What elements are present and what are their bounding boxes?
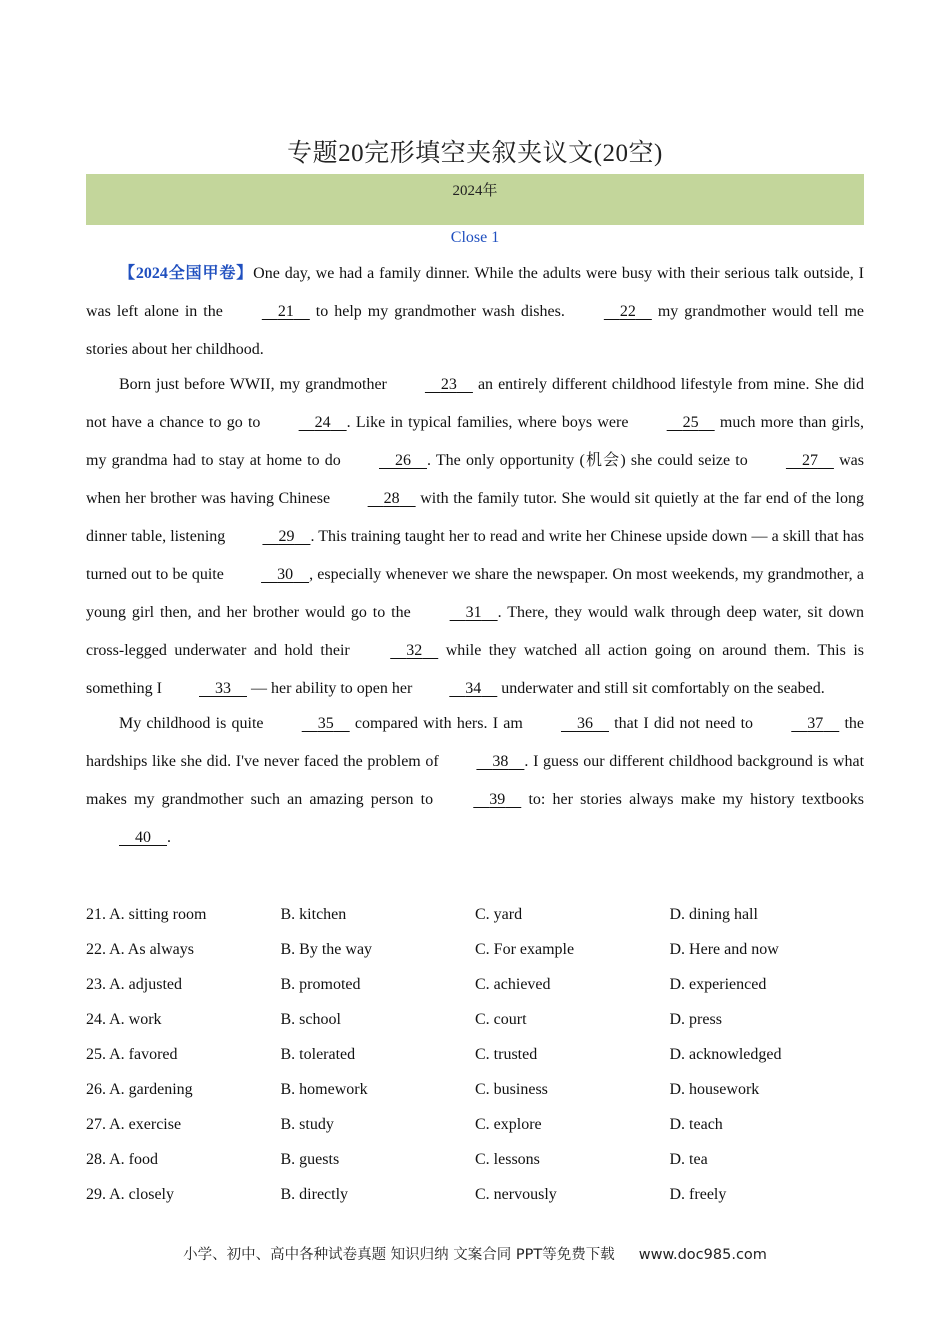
blank-number: 32 — [406, 642, 423, 659]
blank-37[interactable] — [758, 705, 839, 743]
blank-number: 40 — [135, 829, 151, 846]
text: an entirely different childhood lifestyle from mine. She did not have a chance to go to — [86, 376, 865, 431]
option-b[interactable]: B. kitchen — [280, 905, 347, 923]
option-a[interactable]: 23. A. adjusted — [86, 975, 182, 993]
option-row — [86, 1142, 864, 1177]
option-a[interactable]: 22. A. As always — [86, 940, 194, 958]
answer-options — [86, 897, 864, 1212]
blank-number: 29 — [278, 528, 295, 545]
blank-26[interactable] — [346, 442, 427, 480]
cloze-passage — [86, 255, 864, 857]
option-c[interactable]: C. nervously — [475, 1185, 557, 1203]
option-row — [86, 1107, 864, 1142]
cloze-section-label: Close 1 — [450, 229, 500, 246]
option-c[interactable]: C. yard — [475, 905, 523, 923]
option-c[interactable]: C. For example — [475, 940, 575, 958]
option-a[interactable]: 24. A. work — [86, 1010, 162, 1028]
blank-number: 30 — [277, 566, 294, 583]
option-a[interactable]: 25. A. favored — [86, 1045, 178, 1063]
blank-22[interactable] — [571, 293, 652, 331]
option-row — [86, 967, 864, 1002]
option-b[interactable]: B. homework — [280, 1080, 368, 1098]
blank-number: 37 — [807, 715, 824, 732]
blank-number: 23 — [440, 376, 457, 393]
option-row — [86, 1037, 864, 1072]
blank-number: 27 — [801, 452, 818, 469]
option-row — [86, 1072, 864, 1107]
text: while they watched all action going on around them. This is something I — [86, 642, 864, 697]
text: much more than girls, my grandma had to stay at home to do — [86, 414, 864, 469]
text: . There, they would walk through deep water, sit down cross-legged underwater and hold their — [86, 604, 865, 659]
option-d[interactable]: D. press — [669, 1010, 722, 1028]
option-row — [86, 897, 864, 932]
option-b[interactable]: B. school — [280, 1010, 341, 1028]
blank-28[interactable] — [335, 480, 416, 518]
blank-number: 39 — [489, 791, 506, 808]
footer-link[interactable]: www.doc985.com — [638, 1247, 767, 1263]
option-a[interactable]: 21. A. sitting room — [86, 905, 207, 923]
text: my grandmother would tell me stories about her childhood. — [86, 303, 864, 358]
footer-text: 小学、初中、高中各种试卷真题 知识归纳 文案合同 PPT等免费下载 — [183, 1247, 615, 1263]
option-b[interactable]: B. By the way — [280, 940, 373, 958]
text: . I guess our different childhood background is what makes my grandmother such an amazing person to — [86, 753, 865, 808]
blank-number: 35 — [317, 715, 334, 732]
blank-21[interactable] — [229, 293, 310, 331]
blank-number: 26 — [395, 452, 411, 469]
blank-number: 38 — [492, 753, 509, 770]
blank-24[interactable] — [266, 404, 347, 442]
blank-33[interactable] — [166, 670, 247, 708]
option-c[interactable]: C. explore — [475, 1115, 542, 1133]
blank-30[interactable] — [228, 556, 309, 594]
blank-34[interactable] — [416, 670, 497, 708]
option-row — [86, 1002, 864, 1037]
text: , especially whenever we share the newspaper. On most weekends, my grandmother, a young girl then, and her brother would go to the — [86, 566, 865, 621]
option-row — [86, 932, 864, 967]
text: the hardships like she did. I've never faced the problem of — [86, 715, 865, 770]
text: . — [167, 829, 171, 846]
blank-36[interactable] — [528, 705, 609, 743]
year-band — [86, 174, 864, 225]
blank-38[interactable] — [443, 743, 524, 781]
text: that I did not need to — [608, 715, 759, 732]
blank-number: 22 — [619, 303, 636, 320]
blank-23[interactable] — [392, 366, 473, 404]
blank-number: 21 — [277, 303, 294, 320]
text: Born just before WWII, my grandmother — [119, 376, 392, 393]
paragraph-3 — [86, 705, 864, 857]
text: compared with hers. I am — [349, 715, 528, 732]
option-c[interactable]: C. court — [475, 1010, 527, 1028]
option-b[interactable]: B. guests — [280, 1150, 340, 1168]
text: My childhood is quite — [119, 715, 269, 732]
text: . Like in typical families, where boys were — [346, 414, 634, 431]
text: to help my grandmother wash dishes. — [309, 303, 571, 320]
paragraph-2 — [86, 366, 864, 708]
blank-number: 36 — [576, 715, 593, 732]
paragraph-1 — [86, 255, 864, 369]
blank-number: 28 — [383, 490, 400, 507]
text: . The only opportunity (机会) she could seize to — [427, 452, 753, 469]
blank-25[interactable] — [634, 404, 715, 442]
option-b[interactable]: B. promoted — [280, 975, 361, 993]
page-title: 专题20完形填空夹叙夹议文(20空) — [287, 140, 663, 167]
option-c[interactable]: C. business — [475, 1080, 548, 1098]
option-d[interactable]: D. experienced — [669, 975, 767, 993]
option-row — [86, 1177, 864, 1212]
option-a[interactable]: 28. A. food — [86, 1150, 158, 1168]
option-d[interactable]: D. teach — [669, 1115, 723, 1133]
text: . This training taught her to read and write her Chinese upside down — a skill that has turned out to be quite — [86, 528, 865, 583]
option-d[interactable]: D. tea — [669, 1150, 708, 1168]
blank-39[interactable] — [440, 781, 521, 819]
option-b[interactable]: B. study — [280, 1115, 334, 1133]
text: with the family tutor. She would sit quietly at the far end of the long dinner table, listening — [86, 490, 864, 545]
option-b[interactable]: B. tolerated — [280, 1045, 356, 1063]
blank-number: 31 — [465, 604, 482, 621]
option-d[interactable]: D. freely — [669, 1185, 727, 1203]
option-d[interactable]: D. housework — [669, 1080, 760, 1098]
blank-27[interactable] — [753, 442, 834, 480]
text: was when her brother was having Chinese — [86, 452, 865, 507]
option-c[interactable]: C. lessons — [475, 1150, 540, 1168]
year-label: 2024年 — [452, 183, 498, 199]
blank-29[interactable] — [229, 518, 310, 556]
blank-31[interactable] — [417, 594, 498, 632]
page-footer — [0, 1243, 950, 1264]
text: to: her stories always make my history textbooks — [521, 791, 865, 808]
blank-35[interactable] — [269, 705, 350, 743]
blank-number: 24 — [314, 414, 331, 431]
text: One day, we had a family dinner. While the adults were busy with their serious talk outside, I was left alone in the — [86, 265, 864, 320]
blank-40[interactable] — [86, 819, 167, 857]
option-b[interactable]: B. directly — [280, 1185, 349, 1203]
option-d[interactable]: D. Here and now — [669, 940, 779, 958]
option-c[interactable]: C. achieved — [475, 975, 551, 993]
option-a[interactable]: 26. A. gardening — [86, 1080, 193, 1098]
option-a[interactable]: 29. A. closely — [86, 1185, 174, 1203]
source-tag: 【2024全国甲卷】 — [119, 265, 254, 282]
option-a[interactable]: 27. A. exercise — [86, 1115, 182, 1133]
text: — her ability to open her — [247, 680, 417, 697]
blank-number: 25 — [682, 414, 699, 431]
blank-32[interactable] — [357, 632, 438, 670]
blank-number: 34 — [465, 680, 482, 697]
blank-number: 33 — [215, 680, 231, 697]
text: underwater and still sit comfortably on the seabed. — [497, 680, 825, 697]
option-d[interactable]: D. acknowledged — [669, 1045, 782, 1063]
option-c[interactable]: C. trusted — [475, 1045, 538, 1063]
option-d[interactable]: D. dining hall — [669, 905, 758, 923]
